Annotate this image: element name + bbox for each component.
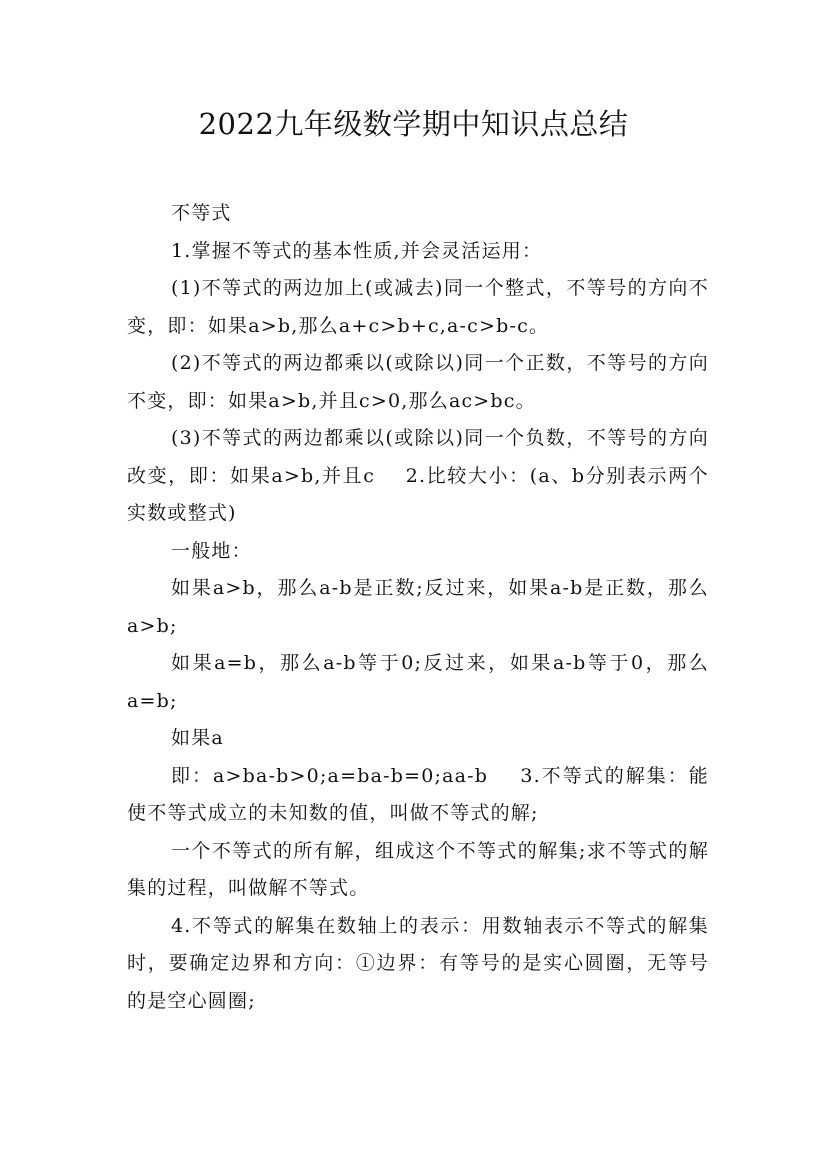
paragraph-7: 如果a=b，那么a-b等于0;反过来，如果a-b等于0，那么a=b; <box>127 652 709 712</box>
paragraph-4: (3)不等式的两边都乘以(或除以)同一个负数，不等号的方向改变，即：如果a>b,并且c 2.比较大小：(a、b分别表示两个实数或整式) <box>127 427 709 524</box>
paragraph-3: (2)不等式的两边都乘以(或除以)同一个正数，不等号的方向不变，即：如果a>b,并且c>0,那么ac>bc。 <box>127 352 709 412</box>
paragraph-11: 4.不等式的解集在数轴上的表示：用数轴表示不等式的解集时，要确定边界和方向：①边界：有等号的是实心圆圈，无等号的是空心圆圈; <box>127 914 709 1012</box>
document-title: 2022九年级数学期中知识点总结 <box>198 107 629 141</box>
paragraph-9: 即：a>ba-b>0;a=ba-b=0;aa-b 3.不等式的解集：能使不等式成立的未知数的值，叫做不等式的解; <box>127 764 709 824</box>
paragraph-2: (1)不等式的两边加上(或减去)同一个整式，不等号的方向不变，即：如果a>b,那么a+c>b+c,a-c>b-c。 <box>127 277 709 337</box>
paragraph-1: 1.掌握不等式的基本性质,并会灵活运用： <box>171 239 543 262</box>
paragraph-10: 一个不等式的所有解，组成这个不等式的解集;求不等式的解集的过程，叫做解不等式。 <box>127 839 709 899</box>
paragraph-8: 如果a <box>171 727 224 749</box>
document-body <box>127 195 709 1020</box>
paragraph-5: 一般地： <box>171 539 252 562</box>
paragraph-6: 如果a>b，那么a-b是正数;反过来，如果a-b是正数，那么a>b; <box>127 577 709 637</box>
section-heading-inequality: 不等式 <box>171 202 232 224</box>
